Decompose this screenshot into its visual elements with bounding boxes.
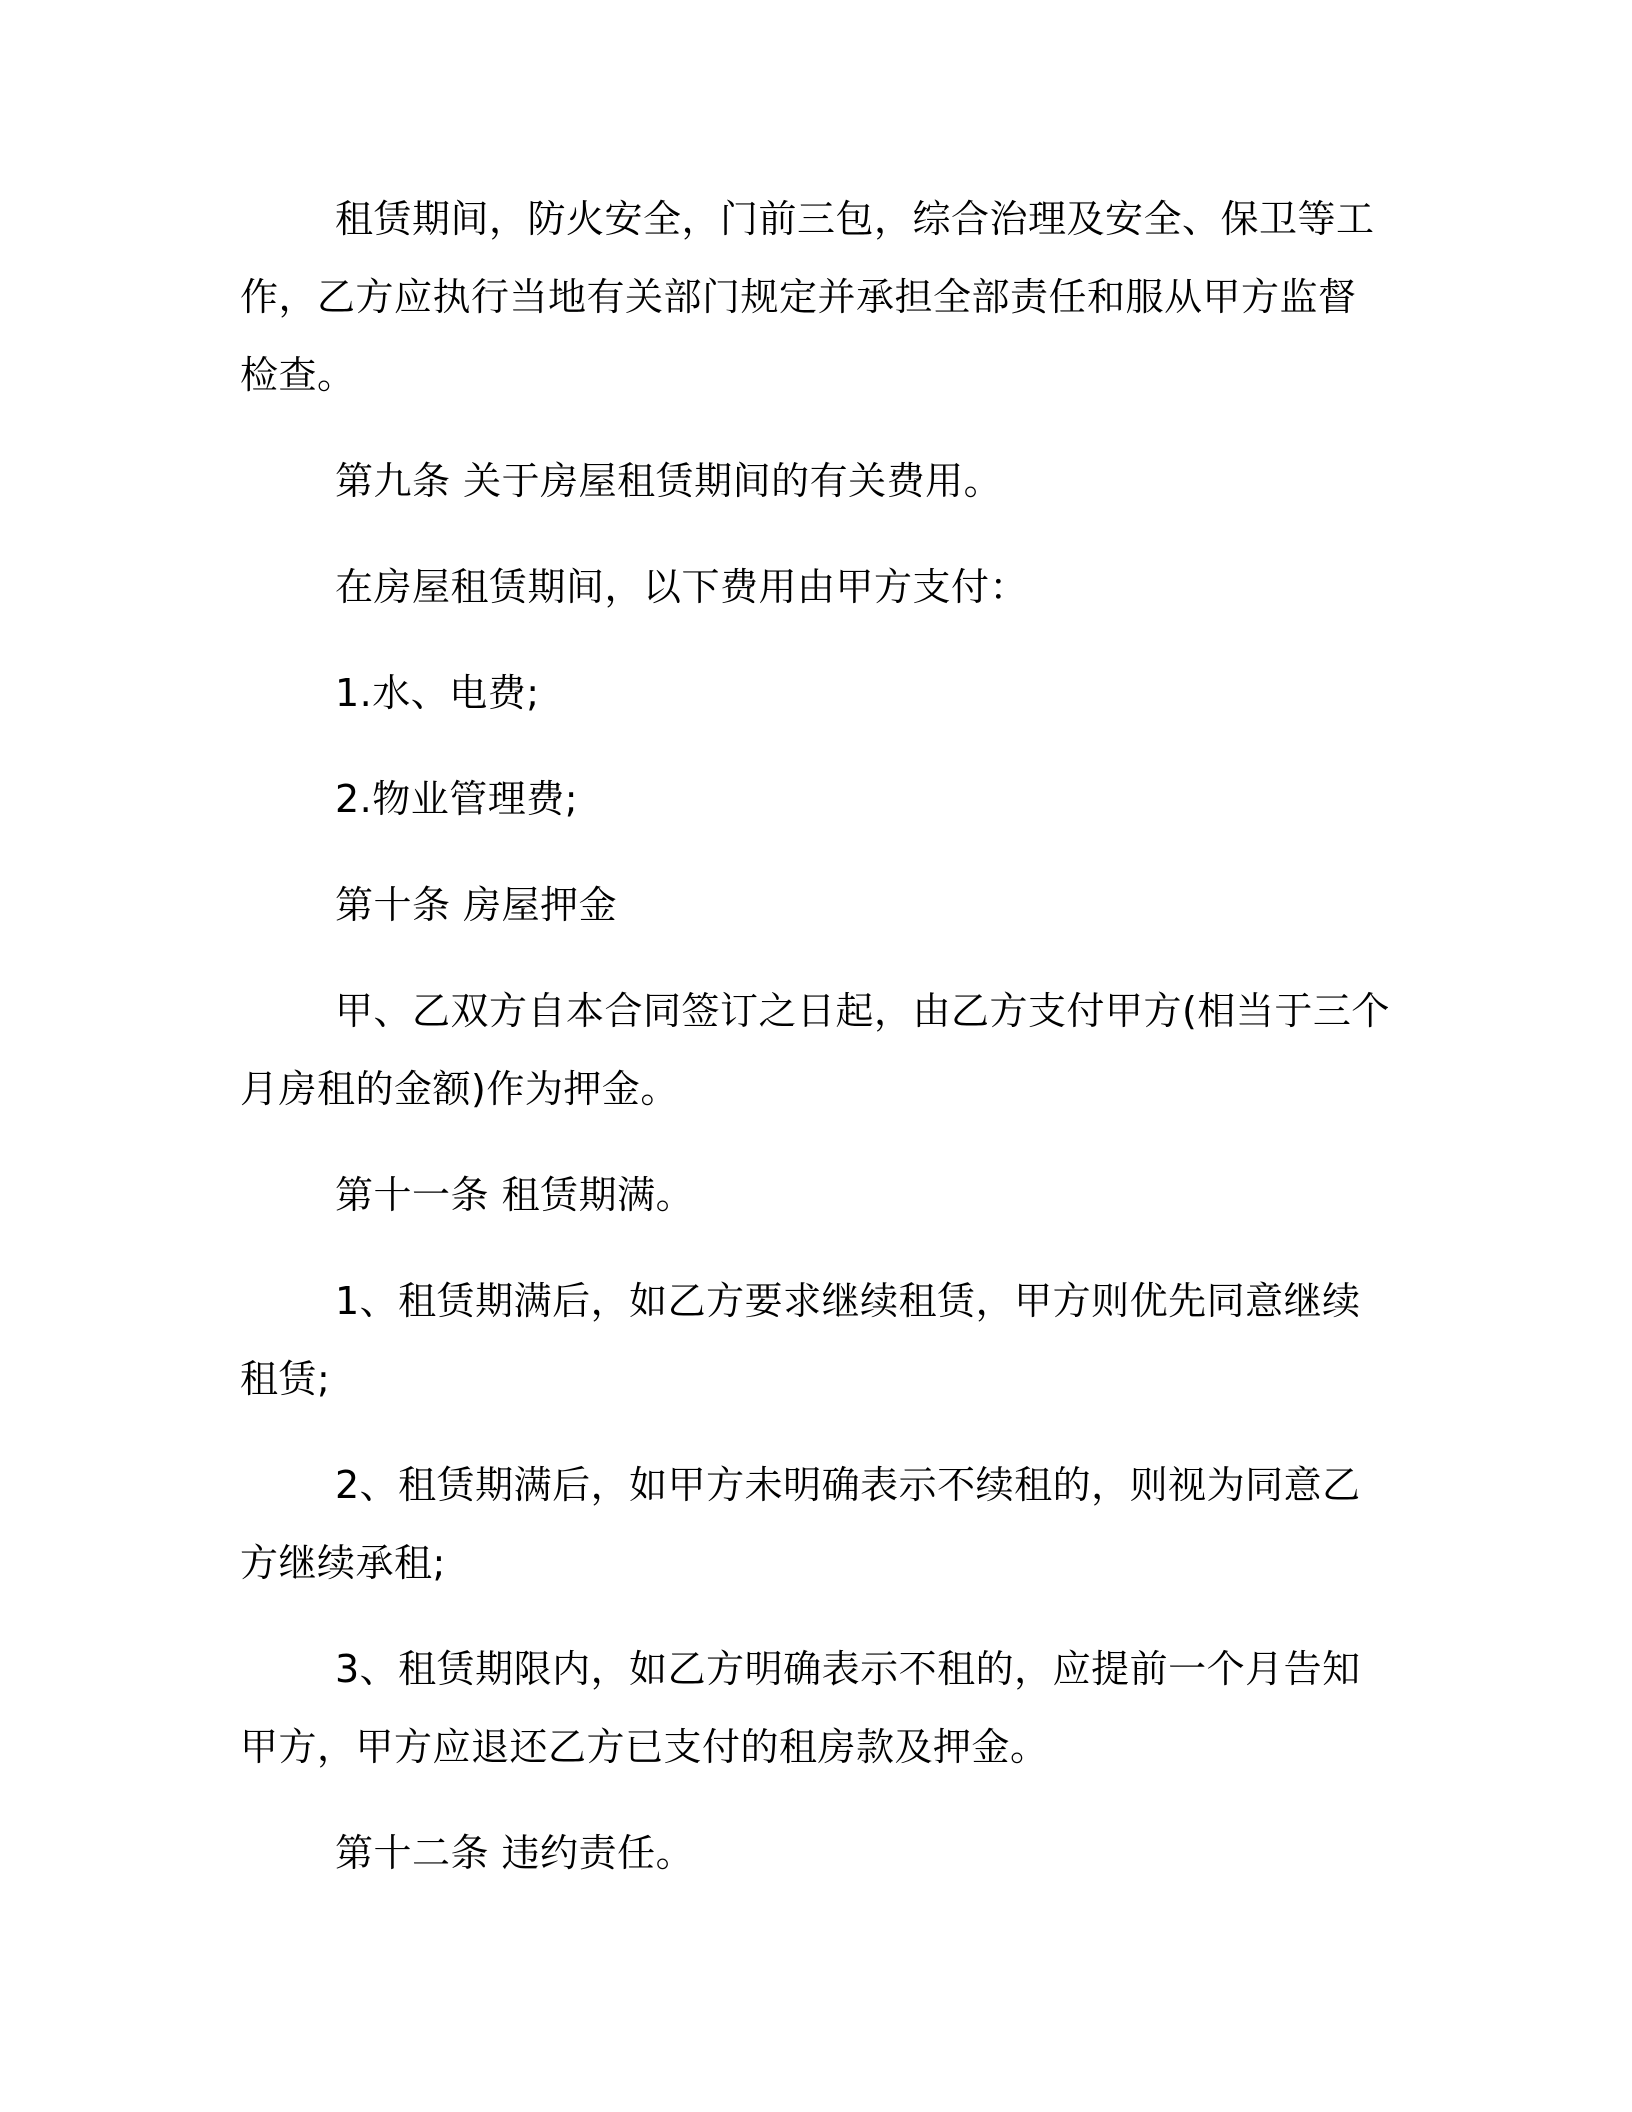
paragraph-safety-duties: 租赁期间，防火安全，门前三包，综合治理及安全、保卫等工作，乙方应执行当地有关部门规定并承担全部责任和服从甲方监督检查。 <box>240 197 1375 397</box>
heading-article-10: 第十条 房屋押金 <box>335 883 618 927</box>
document-body <box>240 180 1392 1892</box>
heading-article-9: 第九条 关于房屋租赁期间的有关费用。 <box>335 459 1003 503</box>
clause-renewal-request: 1、租赁期满后，如乙方要求继续租赁，甲方则优先同意继续租赁; <box>240 1279 1361 1401</box>
clause-early-termination: 3、租赁期限内，如乙方明确表示不租的，应提前一个月告知甲方，甲方应退还乙方已支付的租房款及押金。 <box>240 1647 1361 1769</box>
paragraph-deposit: 甲、乙双方自本合同签订之日起，由乙方支付甲方(相当于三个月房租的金额)作为押金。 <box>240 989 1390 1111</box>
paragraph-fees-intro: 在房屋租赁期间，以下费用由甲方支付： <box>335 565 1029 609</box>
list-item-property-fee: 2.物业管理费; <box>335 777 579 821</box>
heading-article-12: 第十二条 违约责任。 <box>335 1831 695 1875</box>
list-item-utilities: 1.水、电费; <box>335 671 540 715</box>
clause-implied-renewal: 2、租赁期满后，如甲方未明确表示不续租的，则视为同意乙方继续承租; <box>240 1463 1361 1585</box>
heading-article-11: 第十一条 租赁期满。 <box>335 1173 695 1217</box>
